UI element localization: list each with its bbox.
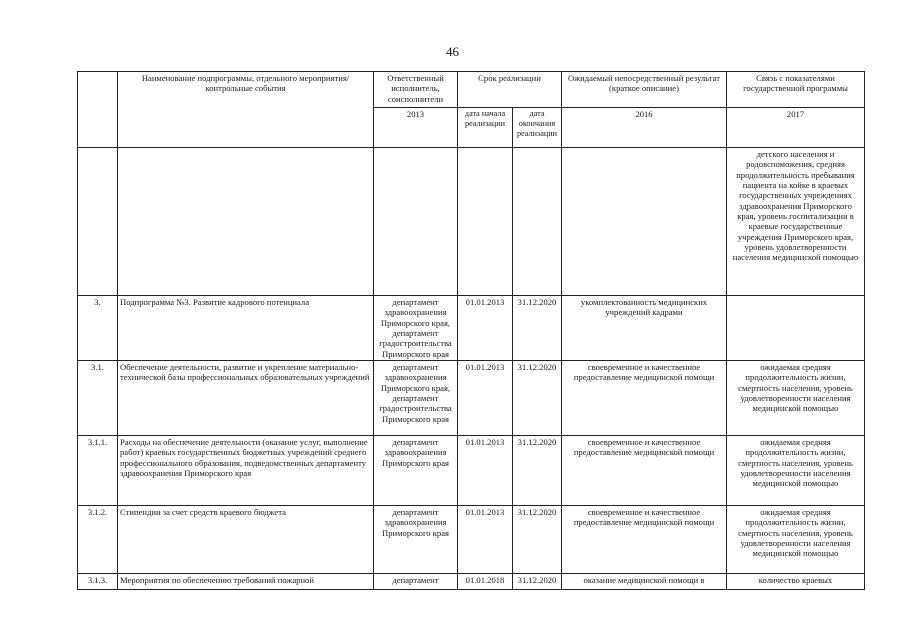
row-responsible	[374, 148, 458, 296]
table-row	[78, 148, 865, 296]
row-name	[118, 148, 374, 296]
header-number-cell	[78, 72, 118, 148]
header-responsible: Ответственный исполнитель, соисполнители	[374, 72, 458, 108]
row-number: 3.1.	[78, 361, 118, 436]
row-expected-result	[562, 148, 727, 296]
row-number: 3.	[78, 296, 118, 361]
row-start-date: 01.01.2013	[458, 506, 513, 574]
row-responsible: департамент здравоохранения Приморского края, департамент градостроительства Приморского края	[374, 361, 458, 436]
row-responsible: департамент здравоохранения Приморского края, департамент градостроительства Приморского края	[374, 296, 458, 361]
row-number	[78, 148, 118, 296]
row-program-link: количество краевых	[727, 574, 865, 590]
row-end-date: 31.12.2020	[513, 574, 562, 590]
header-term: Срок реализации	[458, 72, 562, 108]
row-program-link: детского населения и родовспоможения, средняя продолжительность пребывания пациента на койке в краевых государственных учреждениях здравоохранения Приморского края, уровень госпитализации в краевые государственные учреждения Приморского края, уровень удовлетворенности населения медицинской помощью	[727, 148, 865, 296]
header-row-1	[78, 72, 865, 108]
program-table	[77, 71, 865, 590]
row-name: Расходы на обеспечение деятельности (оказание услуг, выполнение работ) краевых государственных бюджетных учреждений среднего профессионального образования, подведомственных департаменту здравоохранения Приморского края	[118, 436, 374, 506]
row-program-link	[727, 296, 865, 361]
row-number: 3.1.2.	[78, 506, 118, 574]
row-responsible: департамент здравоохранения Приморского края	[374, 436, 458, 506]
row-number: 3.1.3.	[78, 574, 118, 590]
header-link: Связь с показателями государственной программы	[727, 72, 865, 108]
row-start-date: 01.01.2018	[458, 574, 513, 590]
row-expected-result: своевременное и качественное предоставление медицинской помощи	[562, 506, 727, 574]
header-year-expected: 2016	[562, 108, 727, 148]
row-end-date: 31.12.2020	[513, 506, 562, 574]
row-program-link: ожидаемая средняя продолжительность жизни, смертность населения, уровень удовлетворенности населения медицинской помощью	[727, 506, 865, 574]
row-responsible: департамент	[374, 574, 458, 590]
row-expected-result: своевременное и качественное предоставление медицинской помощи	[562, 436, 727, 506]
row-responsible: департамент здравоохранения Приморского края	[374, 506, 458, 574]
row-number: 3.1.1.	[78, 436, 118, 506]
header-start-date: дата начала реализации	[458, 108, 513, 148]
row-start-date: 01.01.2013	[458, 296, 513, 361]
row-start-date: 01.01.2013	[458, 436, 513, 506]
table-row	[78, 436, 865, 506]
row-end-date: 31.12.2020	[513, 361, 562, 436]
table-row	[78, 574, 865, 590]
row-program-link: ожидаемая средняя продолжительность жизни, смертность населения, уровень удовлетворенности населения медицинской помощью	[727, 361, 865, 436]
row-name: Стипендии за счет средств краевого бюджета	[118, 506, 374, 574]
row-program-link: ожидаемая средняя продолжительность жизни, смертность населения, уровень удовлетворенности населения медицинской помощью	[727, 436, 865, 506]
row-expected-result: своевременное и качественное предоставление медицинской помощи	[562, 361, 727, 436]
row-start-date: 01.01.2013	[458, 361, 513, 436]
row-end-date	[513, 148, 562, 296]
row-start-date	[458, 148, 513, 296]
row-name: Обеспечение деятельности, развитие и укрепление материально-технической базы профессиональных образовательных учреждений	[118, 361, 374, 436]
row-end-date: 31.12.2020	[513, 296, 562, 361]
header-year-responsible: 2013	[374, 108, 458, 148]
table-row	[78, 506, 865, 574]
page-number: 46	[446, 44, 459, 59]
table-row	[78, 296, 865, 361]
row-name: Мероприятия по обеспечению требований пожарной	[118, 574, 374, 590]
row-end-date: 31.12.2020	[513, 436, 562, 506]
row-name: Подпрограмма №3. Развитие кадрового потенциала	[118, 296, 374, 361]
header-year-link: 2017	[727, 108, 865, 148]
row-expected-result: укомплектованность медицинских учреждений кадрами	[562, 296, 727, 361]
header-expected: Ожидаемый непосредственный результат (краткое описание)	[562, 72, 727, 108]
table-row	[78, 361, 865, 436]
header-end-date: дата окончания реализации	[513, 108, 562, 148]
row-expected-result: оказание медицинской помощи в	[562, 574, 727, 590]
header-name: Наименование подпрограммы, отдельного мероприятия/контрольные события	[118, 72, 374, 148]
